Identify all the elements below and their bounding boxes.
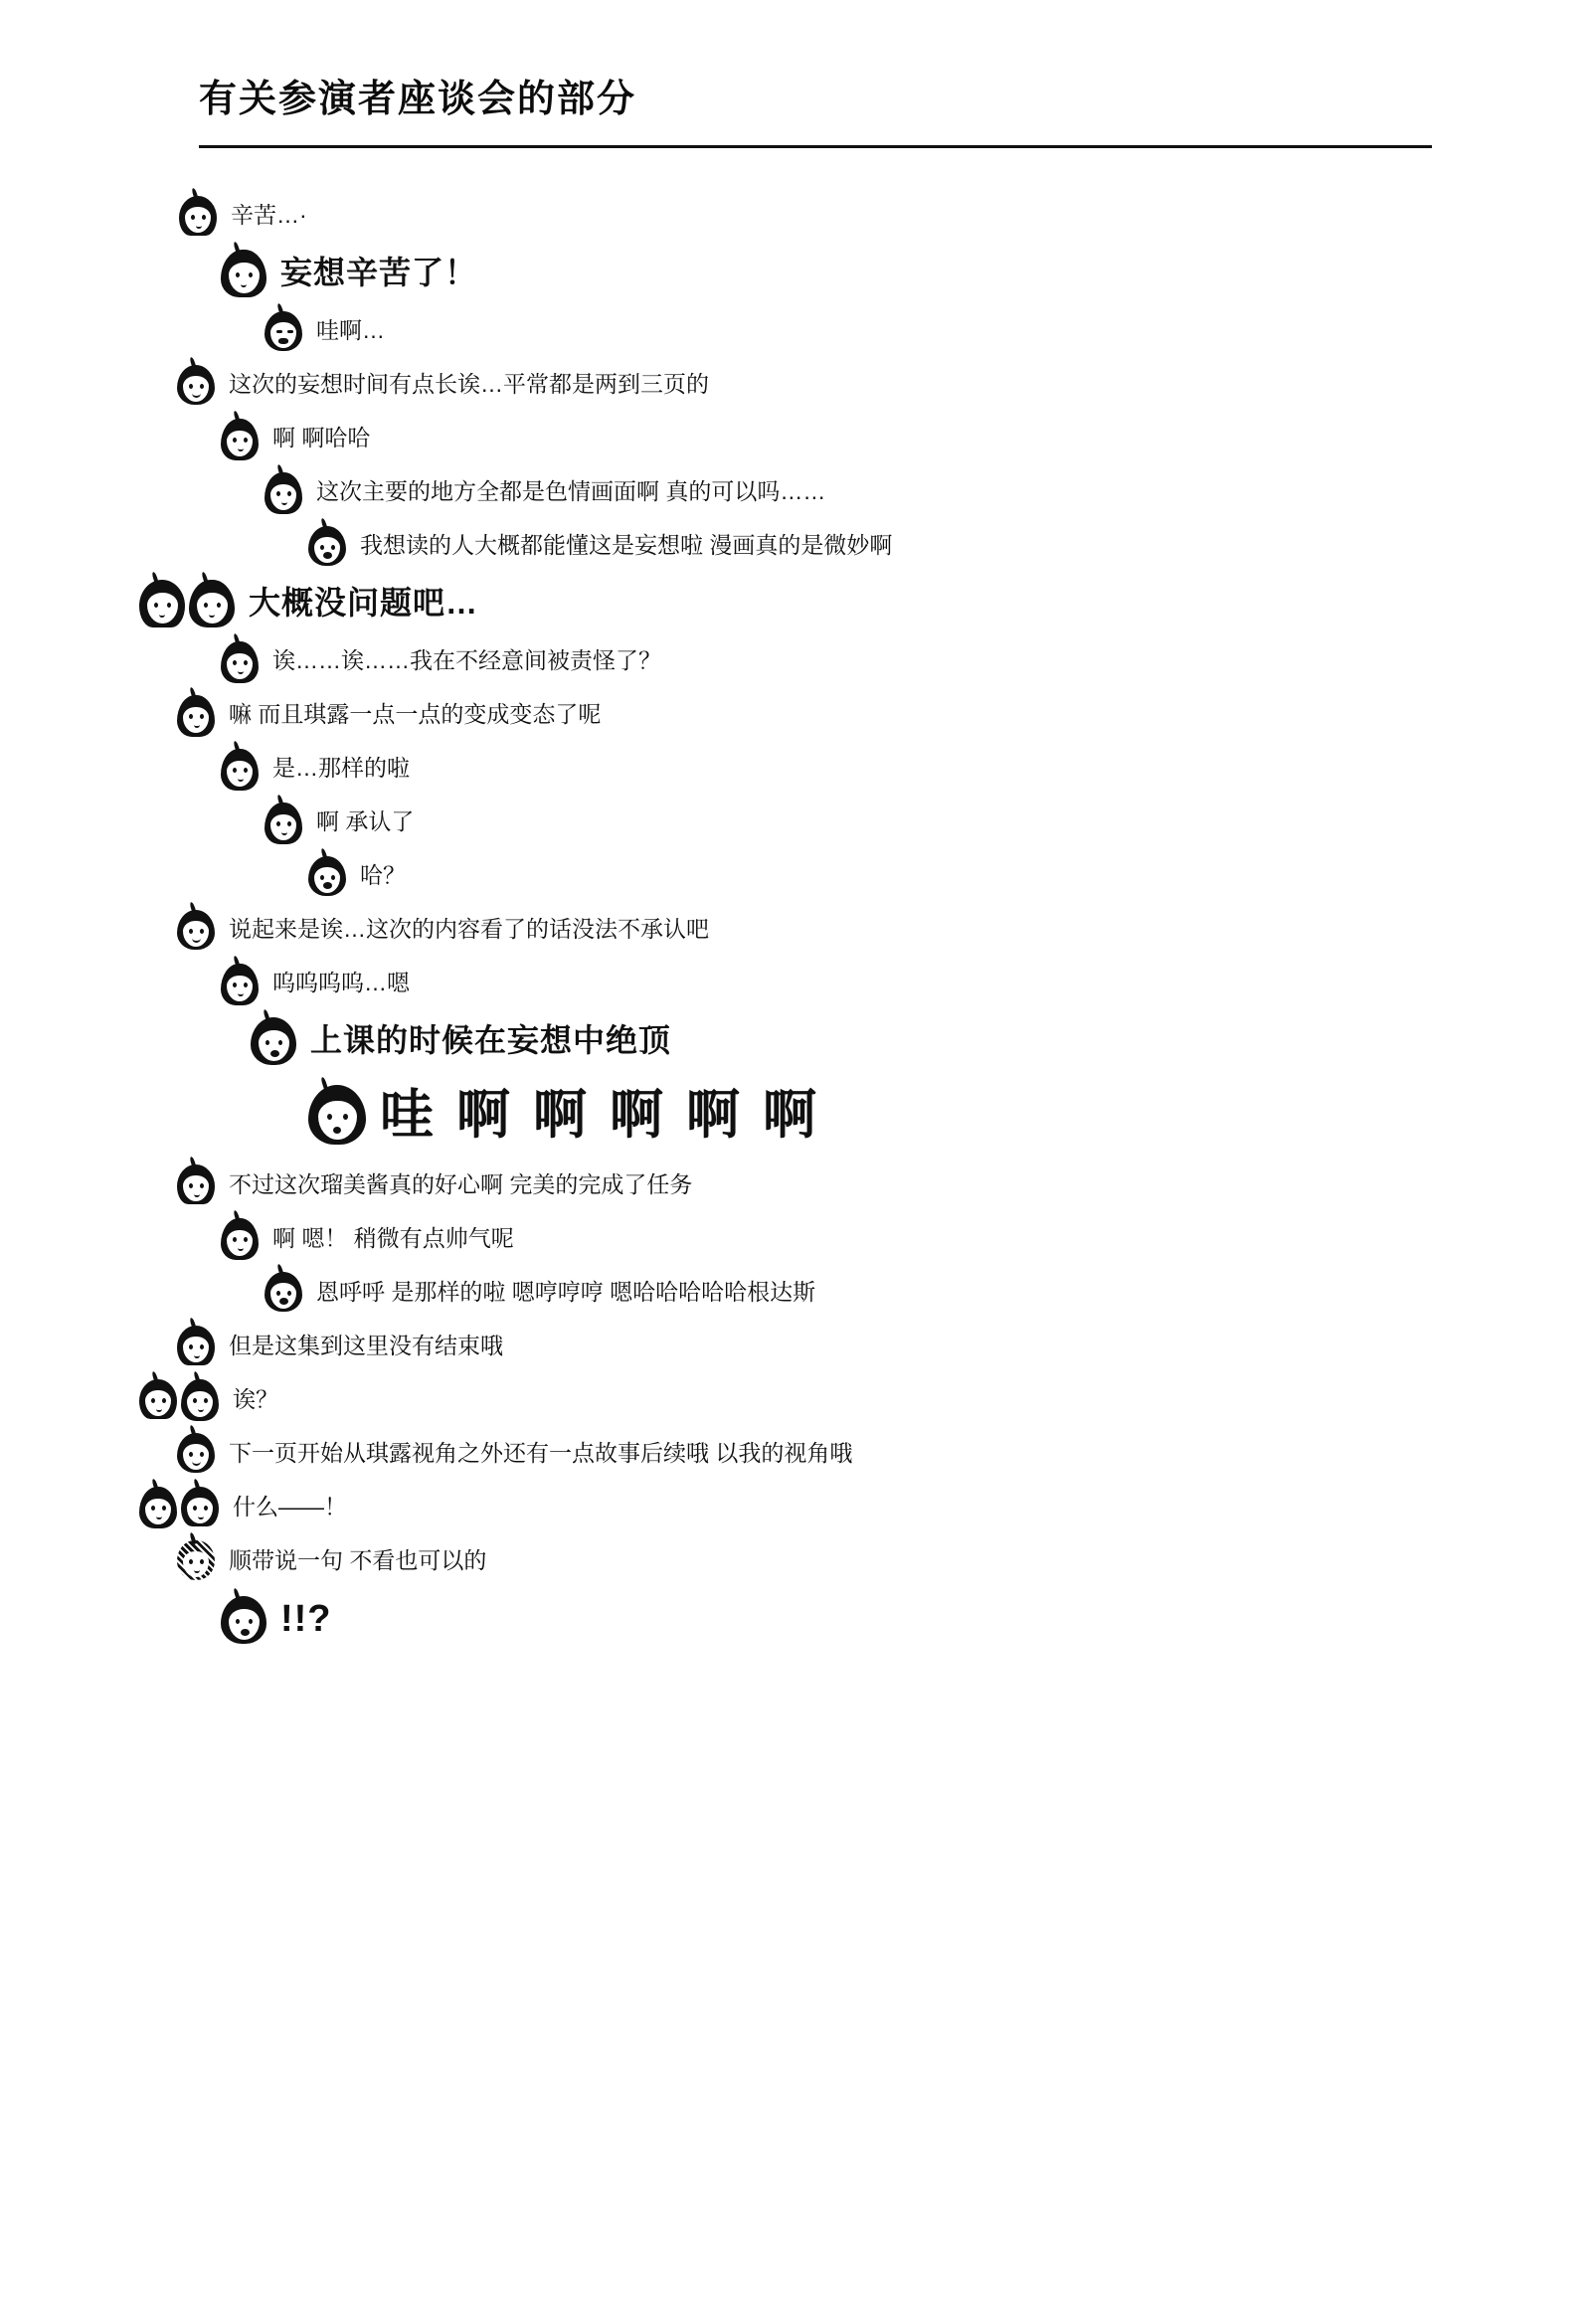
dialogue-line: [0, 1487, 1591, 1526]
dialogue-text: 嘛 而且琪露一点一点的变成变态了呢: [229, 701, 602, 728]
speaker-avatars: [221, 250, 270, 297]
speaker-face-icon: [265, 472, 302, 512]
dialogue-line: [0, 526, 1591, 566]
document-page: [0, 78, 1591, 2324]
speaker-avatars: [179, 196, 221, 236]
speaker-avatars: [177, 1433, 219, 1473]
dialogue-text: 这次的妄想时间有点长诶…平常都是两到三页的: [229, 371, 709, 398]
dialogue-line: [0, 1164, 1591, 1204]
speaker-avatars: [177, 365, 219, 405]
dialogue-text: 不过这次瑠美酱真的好心啊 完美的完成了任务: [229, 1170, 693, 1197]
speaker-face-icon: [265, 803, 302, 842]
dialogue-text: 啊 嗯！ 稍微有点帅气呢: [272, 1224, 514, 1251]
speaker-avatars: [177, 1164, 219, 1204]
speaker-face-icon: [139, 1379, 177, 1419]
speaker-avatars: [139, 580, 239, 627]
dialogue-line: [0, 856, 1591, 896]
speaker-avatars: [177, 695, 219, 735]
speaker-avatars: [265, 1272, 306, 1312]
speaker-avatars: [221, 964, 263, 1003]
speaker-avatars: [177, 910, 219, 950]
speaker-face-icon: [221, 641, 259, 681]
speaker-avatars: [308, 526, 350, 566]
dialogue-line: [0, 910, 1591, 950]
dialogue-line: [0, 472, 1591, 512]
dialogue-line: [0, 695, 1591, 735]
dialogue-line: [0, 1272, 1591, 1312]
speaker-face-icon: [221, 964, 259, 1003]
speaker-face-icon: [221, 250, 266, 297]
dialogue-line: [0, 311, 1591, 351]
speaker-face-icon: [251, 1017, 296, 1065]
dialogue-text: 啊 啊哈哈: [272, 425, 371, 451]
speaker-face-icon: [221, 419, 259, 458]
speaker-face-icon: [139, 1487, 177, 1526]
speaker-face-icon: [177, 1326, 215, 1365]
dialogue-text: 说起来是诶…这次的内容看了的话没法不承认吧: [229, 916, 709, 943]
dialogue-text: 呜呜呜呜…嗯: [272, 970, 410, 996]
speaker-face-icon: [265, 311, 302, 351]
speaker-avatars: [221, 1218, 263, 1258]
page-title: 有关参演者座谈会的部分: [199, 79, 637, 120]
speaker-avatars: [265, 472, 306, 512]
dialogue-text: 诶……诶……我在不经意间被责怪了？: [272, 647, 661, 674]
speaker-face-icon: [221, 749, 259, 789]
dialogue-line: [0, 749, 1591, 789]
dialogue-line: [0, 1379, 1591, 1419]
speaker-face-icon: [177, 1164, 215, 1204]
speaker-avatars: [139, 1379, 223, 1419]
speaker-face-icon: [177, 910, 215, 950]
dialogue-line: [0, 964, 1591, 1003]
dialogue-text: 大概没问题吧…: [249, 585, 479, 621]
dialogue-line: [0, 1433, 1591, 1473]
dialogue-text: 这次主要的地方全都是色情画面啊 真的可以吗……: [316, 478, 826, 505]
dialogue-line: [0, 1017, 1591, 1065]
speaker-avatars: [308, 856, 350, 896]
dialogue-text: 是…那样的啦: [272, 755, 410, 782]
title-block: [0, 78, 1591, 148]
speaker-face-icon: [177, 695, 215, 735]
dialogue-text: 啊 承认了: [316, 808, 415, 835]
speaker-face-icon: [265, 1272, 302, 1312]
dialogue-line: [0, 1079, 1591, 1152]
dialogue-line: [0, 365, 1591, 405]
speaker-face-icon: [221, 1218, 259, 1258]
dialogue-text: 妄想辛苦了！: [280, 255, 478, 290]
speaker-face-icon: [189, 580, 235, 627]
speaker-face-icon: [181, 1379, 219, 1419]
speaker-face-icon: [177, 1433, 215, 1473]
dialogue-text: !!?: [280, 1598, 332, 1641]
dialogue-text: 顺带说一句 不看也可以的: [229, 1546, 487, 1573]
dialogue-text: 辛苦…·: [231, 202, 307, 229]
speaker-avatars: [251, 1017, 300, 1065]
dialogue-text: 上课的时候在妄想中绝顶: [310, 1022, 672, 1058]
dialogue-text: 什么——！: [233, 1493, 347, 1520]
speaker-avatars: [265, 311, 306, 351]
speaker-avatars: [177, 1540, 219, 1580]
dialogue-line: [0, 1218, 1591, 1258]
dialogue-line: [0, 803, 1591, 842]
dialogue-line: [0, 419, 1591, 458]
speaker-avatars: [177, 1326, 219, 1365]
dialogue-text: 哈？: [360, 862, 406, 889]
dialogue-line: [0, 1326, 1591, 1365]
speaker-face-icon: [181, 1487, 219, 1526]
dialogue-text: 我想读的人大概都能懂这是妄想啦 漫画真的是微妙啊: [360, 532, 893, 559]
dialogue-text: 但是这集到这里没有结束哦: [229, 1332, 503, 1358]
speaker-face-icon: [177, 1540, 215, 1580]
dialogue-line: [0, 196, 1591, 236]
speaker-face-icon: [139, 580, 185, 627]
dialogue-line: [0, 1540, 1591, 1580]
dialogue-text: 恩呼呼 是那样的啦 嗯哼哼哼 嗯哈哈哈哈哈根达斯: [316, 1278, 816, 1305]
speaker-avatars: [265, 803, 306, 842]
speaker-avatars: [139, 1487, 223, 1526]
conversation-list: [0, 196, 1591, 1646]
dialogue-line: [0, 250, 1591, 297]
dialogue-line: [0, 1594, 1591, 1645]
speaker-face-icon: [308, 526, 346, 566]
speaker-face-icon: [308, 1085, 366, 1145]
speaker-face-icon: [179, 196, 217, 236]
dialogue-line: [0, 641, 1591, 681]
speaker-avatars: [221, 641, 263, 681]
dialogue-line: [0, 580, 1591, 627]
speaker-face-icon: [221, 1596, 266, 1644]
dialogue-text: 诶？: [233, 1385, 278, 1412]
dialogue-text: 哇 啊 啊 啊 啊 啊: [380, 1084, 821, 1145]
speaker-avatars: [221, 419, 263, 458]
speaker-avatars: [221, 749, 263, 789]
title-divider: [199, 145, 1432, 148]
dialogue-text: 下一页开始从琪露视角之外还有一点故事后续哦 以我的视角哦: [229, 1439, 853, 1466]
dialogue-text: 哇啊…: [316, 317, 385, 344]
speaker-face-icon: [177, 365, 215, 405]
speaker-avatars: [221, 1596, 270, 1644]
speaker-avatars: [308, 1085, 370, 1145]
speaker-face-icon: [308, 856, 346, 896]
